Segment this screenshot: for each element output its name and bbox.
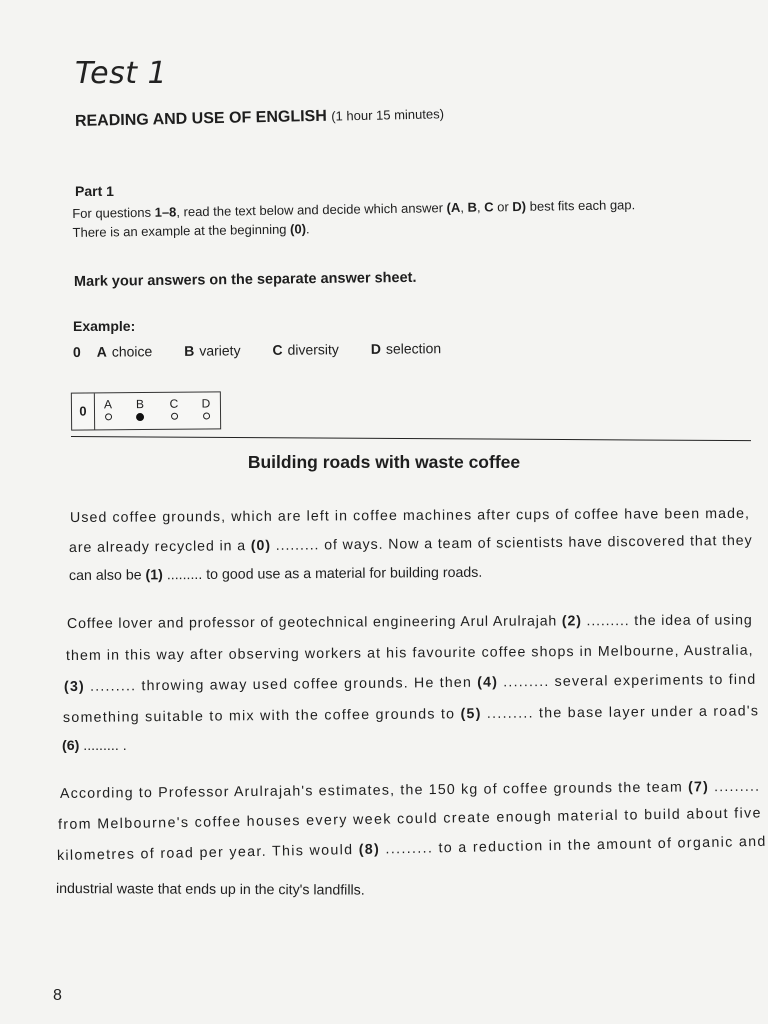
instr-comma: , xyxy=(460,199,468,215)
text-run: them in this way after observing workers at his favourite coffee shops in Melbourne, Australia, xyxy=(65,642,754,664)
option-letter: D xyxy=(370,340,381,357)
gap-number: (3) xyxy=(63,678,86,695)
example-options xyxy=(73,339,533,360)
instructions xyxy=(72,185,753,242)
text-run: ......... to a reduction in the amount of organic and xyxy=(380,833,767,858)
section-time: (1 hour 15 minutes) xyxy=(331,106,445,124)
answer-box-letter: B xyxy=(135,397,145,412)
instr-text: There is an example at the beginning xyxy=(72,221,291,240)
text-line xyxy=(60,779,760,802)
answer-box-col-a xyxy=(98,397,118,420)
instr-option: B xyxy=(467,199,478,215)
instr-option: C xyxy=(484,199,494,215)
instr-range: 1–8 xyxy=(154,204,177,220)
answer-box-letter: D xyxy=(201,396,211,411)
example-option-a xyxy=(97,343,153,360)
instr-text: For questions xyxy=(72,204,155,221)
page-number: 8 xyxy=(53,987,62,1004)
text-run: are already recycled in a xyxy=(68,538,251,556)
text-run: According to Professor Arulrajah's estimates, the 150 kg of coffee grounds the team xyxy=(59,779,689,802)
instr-comma: , xyxy=(476,199,485,215)
text-line xyxy=(63,703,759,726)
text-run: ......... several experiments to find xyxy=(498,671,757,691)
text-run: Coffee lover and professor of geotechnical engineering Arul Arulrajah xyxy=(66,613,562,632)
answer-bubble xyxy=(203,412,210,419)
option-letter: A xyxy=(96,343,107,360)
option-letter: C xyxy=(272,341,283,358)
gap-number: (1) xyxy=(145,567,163,584)
text-run: ......... . xyxy=(79,738,127,754)
answer-box-number: 0 xyxy=(72,393,95,429)
instr-text: . xyxy=(305,221,310,237)
text-run: ......... the base layer under a road's xyxy=(481,703,760,722)
horizontal-divider xyxy=(71,436,751,441)
option-text: choice xyxy=(111,343,153,360)
gap-number: (5) xyxy=(460,705,482,723)
text-line xyxy=(58,805,762,833)
answer-box-col-c xyxy=(164,397,184,420)
text-run: can also be xyxy=(68,567,146,584)
text-line xyxy=(56,881,365,899)
answer-box-col-d xyxy=(196,396,216,419)
example-label: Example: xyxy=(73,318,136,334)
option-text: selection xyxy=(385,340,442,357)
option-text: variety xyxy=(199,342,241,359)
example-option-d xyxy=(371,340,442,357)
mark-answers-note: Mark your answers on the separate answer sheet. xyxy=(73,269,417,290)
text-run: ......... of ways. Now a team of scientists have discovered that they xyxy=(270,532,753,554)
text-title: Building roads with waste coffee xyxy=(247,452,521,472)
answer-bubble xyxy=(136,413,144,421)
text-line xyxy=(62,738,127,754)
example-option-b xyxy=(184,342,241,359)
instr-example-ref: (0) xyxy=(289,221,307,237)
text-line xyxy=(67,612,753,632)
text-line xyxy=(64,672,757,695)
text-line xyxy=(69,533,753,556)
text-run: industrial waste that ends up in the city's landfills. xyxy=(55,881,365,899)
answer-box-col-b xyxy=(130,397,150,421)
option-text: diversity xyxy=(287,341,339,358)
answer-box-letter: A xyxy=(103,397,113,412)
gap-number: (6) xyxy=(62,738,80,754)
gap-number: (8) xyxy=(358,841,381,858)
text-line xyxy=(69,565,482,584)
text-run: something suitable to mix with the coffee grounds to xyxy=(62,706,461,726)
text-line xyxy=(57,834,767,864)
gap-number: (0) xyxy=(250,537,272,555)
text-run: from Melbourne's coffee houses every week could create enough material to build about five xyxy=(57,805,763,833)
option-letter: B xyxy=(184,342,195,359)
text-run: ......... the idea of using xyxy=(581,612,753,630)
instr-text: best fits each gap. xyxy=(525,197,636,214)
text-run: Used coffee grounds, which are left in coffee machines after cups of coffee have been made, xyxy=(69,505,751,526)
text-line xyxy=(70,506,750,526)
example-number: 0 xyxy=(72,343,81,360)
test-title: Test 1 xyxy=(75,56,168,91)
gap-number: (2) xyxy=(561,613,582,630)
text-run: ......... throwing away used coffee grounds. He then xyxy=(84,674,478,695)
example-option-c xyxy=(272,341,339,358)
section-title: READING AND USE OF ENGLISH xyxy=(74,107,327,130)
example-answer-box xyxy=(71,391,221,430)
text-run: ......... xyxy=(708,778,761,796)
text-run: kilometres of road per year. This would xyxy=(56,841,359,864)
instr-option: (A xyxy=(446,199,461,216)
gap-number: (4) xyxy=(477,674,499,691)
answer-bubble xyxy=(105,413,112,420)
instr-text: or xyxy=(493,199,513,215)
gap-number: (7) xyxy=(687,779,710,796)
part-title: Part 1 xyxy=(75,183,114,199)
answer-box-letter: C xyxy=(169,396,179,411)
instr-text: , read the text below and decide which answer xyxy=(176,200,447,220)
text-line xyxy=(66,643,754,664)
section-heading xyxy=(75,105,444,131)
answer-bubble xyxy=(171,413,178,420)
text-run: ......... to good use as a material for building roads. xyxy=(162,564,483,584)
instr-option: D) xyxy=(512,198,527,215)
